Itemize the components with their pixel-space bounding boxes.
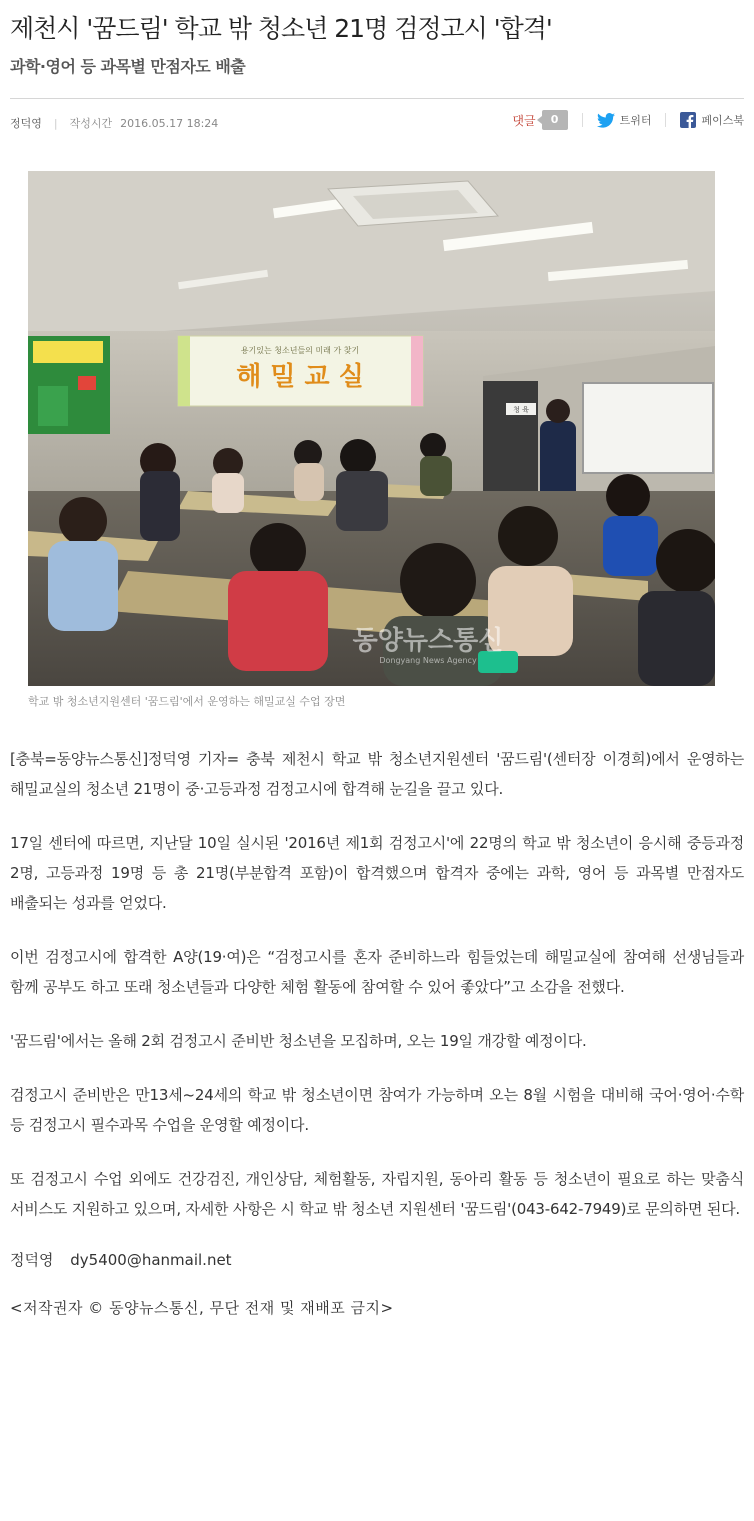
copyright-notice: <저작권자 © 동양뉴스통신, 무단 전재 및 재배포 금지> xyxy=(10,1299,394,1317)
photo-caption: 학교 밖 청소년지원센터 '꿈드림'에서 운영하는 해밀교실 수업 장면 xyxy=(28,695,346,708)
article-meta xyxy=(10,99,744,143)
twitter-icon xyxy=(597,113,615,128)
article-paragraph: '꿈드림'에서는 올해 2회 검정고시 준비반 청소년을 모집하며, 오는 19일 개강할 예정이다. xyxy=(10,1032,587,1050)
written-time: 2016.05.17 18:24 xyxy=(120,116,219,130)
article-paragraph: 검정고시 준비반은 만13세~24세의 학교 밖 청소년이면 참여가 가능하며 오는 8월 시험을 대비해 국어·영어·수학 등 검정고시 필수과목 수업을 운영할 예정이다. xyxy=(10,1086,744,1134)
article-headline: 제천시 '꿈드림' 학교 밖 청소년 21명 검정고시 '합격' xyxy=(10,14,552,43)
door-sign: 청 육 xyxy=(513,406,529,414)
written-time-label: 작성시간 xyxy=(69,117,113,130)
reporter-name: 정덕영 xyxy=(10,1251,54,1269)
photo-watermark-sub: Dongyang News Agency xyxy=(379,656,477,665)
facebook-icon xyxy=(680,112,696,128)
article-paragraph: 또 검정고시 수업 외에도 건강검진, 개인상담, 체험활동, 자립지원, 동아리 활동 등 청소년이 필요로 하는 맞춤식 서비스도 지원하고 있으며, 자세한 사항은 시 학교 밖 청소년 지원센터 '꿈드림'(043-642-7949)로 문의하면 된다. xyxy=(10,1170,744,1218)
author-name[interactable]: 정덕영 xyxy=(10,117,42,130)
comment-link[interactable]: 댓글 xyxy=(512,113,536,128)
article-subheadline: 과학·영어 등 과목별 만점자도 배출 xyxy=(10,57,246,76)
twitter-share-button[interactable] xyxy=(597,112,652,128)
share-separator xyxy=(665,113,666,127)
article-photo xyxy=(28,171,715,686)
reporter-byline xyxy=(10,1248,744,1272)
comment-count-badge[interactable]: 0 xyxy=(542,110,568,130)
article-paragraph: 이번 검정고시에 합격한 A양(19·여)은 “검정고시를 혼자 준비하느라 힘들었는데 해밀교실에 참여해 선생님들과 함께 공부도 하고 또래 청소년들과 다양한 체험 활동에 참여할 수 있어 좋았다”고 소감을 전했다. xyxy=(10,948,744,996)
article-photo-block xyxy=(28,171,715,710)
twitter-label: 트위터 xyxy=(619,114,652,127)
banner-title: 해 밀 교 실 xyxy=(236,362,364,392)
banner-top-text: 용기있는 청소년들의 미래 가 찾기 xyxy=(240,346,360,355)
article-paragraph: [충북=동양뉴스통신]정덕영 기자= 충북 제천시 학교 밖 청소년지원센터 '꿈드림'(센터장 이경희)에서 운영하는 해밀교실의 청소년 21명이 중·고등과정 검정고시에 합격해 눈길을 끌고 있다. xyxy=(10,750,744,798)
photo-watermark: 동양뉴스통신 xyxy=(352,626,504,656)
article-paragraph: 17일 센터에 따르면, 지난달 10일 실시된 '2016년 제1회 검정고시'에 22명의 학교 밖 청소년이 응시해 중등과정 2명, 고등과정 19명 등 총 21명(부분합격 포함)이 합격했으며 합격자 중에는 과학, 영어 등 과목별 만점자도 배출되는 성과를 얻었다. xyxy=(10,834,744,912)
facebook-share-button[interactable] xyxy=(680,112,744,128)
reporter-email[interactable]: dy5400@hanmail.net xyxy=(70,1251,232,1269)
share-separator xyxy=(582,113,583,127)
article-body xyxy=(10,744,744,1224)
facebook-label: 페이스북 xyxy=(701,114,744,127)
meta-separator: | xyxy=(53,116,58,130)
